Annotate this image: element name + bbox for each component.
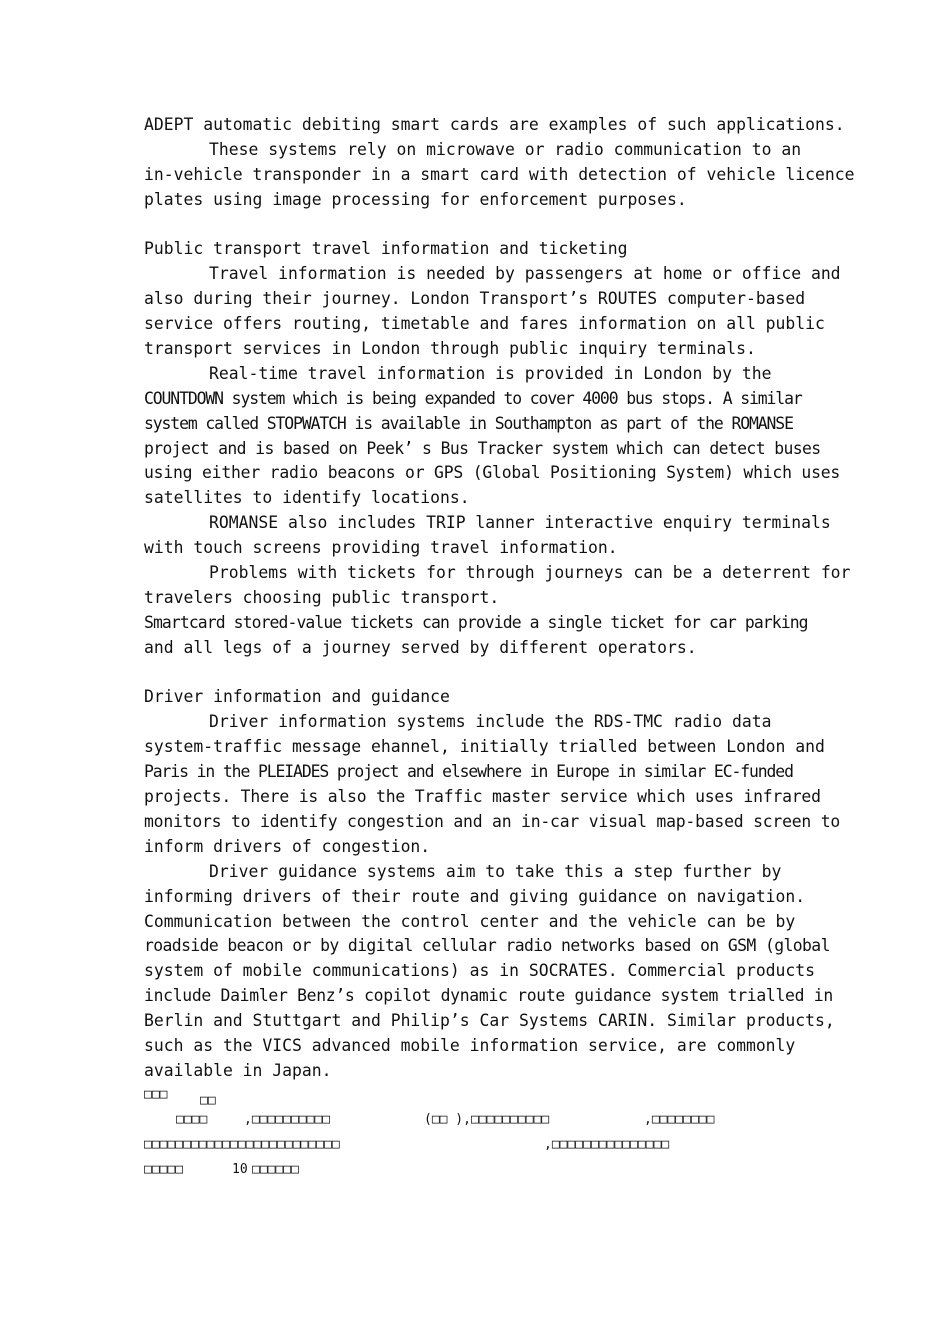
cn-text: □□□□□ [144,1162,184,1177]
text-line: satellites to identify locations. [144,488,470,508]
cn-line [144,1112,808,1137]
text-line: system-traffic message ehannel, initially trialled between London and [144,737,825,757]
text-line: ADEPT automatic debiting smart cards are examples of such applications. [144,115,845,134]
text-line: such as the VICS advanced mobile information service, are commonly [144,1035,796,1055]
cn-text: □□□□□□□□□□□□□□□□□□□□□□□□□ [144,1137,340,1152]
cn-text: (□□ ),□□□□□□□□□□ [424,1112,550,1127]
text-line: ROMANSE also includes TRIP lanner interactive enquiry terminals [209,513,831,533]
section-heading: Public transport travel information and ticketing [144,239,628,259]
text-line: system of mobile communications) as in SOCRATES. Commercial products [144,961,816,981]
cn-text: □□□□□□ [252,1162,299,1177]
text-line: Communication between the control center and the vehicle can be by [144,911,796,931]
body-text [144,113,855,1084]
text-line: monitors to identify congestion and an in-car visual map-based screen to [144,811,841,831]
text-line: roadside beacon or by digital cellular radio networks based on GSM (global [144,936,830,956]
text-line: also during their journey. London Transport’s ROUTES computer-based [144,289,806,309]
text-line: Berlin and Stuttgart and Philip’s Car Systems CARIN. Similar products, [144,1011,835,1031]
cn-text: 10 [232,1162,248,1177]
text-line: Travel information is needed by passengers at home or office and [209,264,841,284]
cn-text: ,□□□□□□□□□□□□□□□ [544,1137,670,1152]
text-line: projects. There is also the Traffic master service which uses infrared [144,787,821,807]
cn-line [144,1087,808,1112]
text-line: with touch screens providing travel information. [144,538,618,558]
text-line: Driver information systems include the RDS-TMC radio data [209,712,772,732]
text-line: transport services in London through public inquiry terminals. [144,339,756,359]
cn-text: □□ [200,1093,216,1108]
cn-text: □□□ [144,1087,168,1102]
cn-text: □□□□ [176,1112,208,1127]
text-line: project and is based on Peek’ s Bus Tracker system which can detect buses [144,438,821,458]
text-line: available in Japan. [144,1060,332,1080]
text-line: travelers choosing public transport. [144,587,500,607]
blank-line [144,661,808,686]
blank-line [144,213,808,238]
text-line: COUNTDOWN system which is being expanded to cover 4000 bus stops. A similar [144,388,802,408]
text-line: include Daimler Benz’s copilot dynamic route guidance system trialled in [144,986,833,1006]
text-line: using either radio beacons or GPS (Global Positioning System) which uses [144,463,841,483]
text-line: in-vehicle transponder in a smart card with detection of vehicle licence [144,164,855,184]
text-line: Real-time travel information is provided in London by the [209,363,772,383]
cn-text: ,□□□□□□□□ [644,1112,715,1127]
text-line: plates using image processing for enforcement purposes. [144,189,687,209]
section-heading: Driver information and guidance [144,687,450,707]
text-line: system called STOPWATCH is available in Southampton as part of the ROMANSE [144,413,793,433]
text-line: These systems rely on microwave or radio communication to an [209,139,802,159]
text-line: informing drivers of their route and giving guidance on navigation. [144,886,806,906]
cn-line [144,1137,808,1162]
text-line: Problems with tickets for through journeys can be a deterrent for [209,563,851,583]
chinese-text-block [144,1087,808,1187]
text-line: Smartcard stored-value tickets can provide a single ticket for car parking [144,612,808,632]
text-line: Paris in the PLEIADES project and elsewhere in Europe in similar EC-funded [144,762,793,782]
cn-line [144,1162,808,1187]
text-line: Driver guidance systems aim to take this a step further by [209,861,782,881]
text-line: and all legs of a journey served by different operators. [144,637,697,657]
cn-text: ,□□□□□□□□□□ [244,1112,331,1127]
text-line: inform drivers of congestion. [144,836,431,856]
text-line: service offers routing, timetable and fares information on all public [144,314,825,334]
